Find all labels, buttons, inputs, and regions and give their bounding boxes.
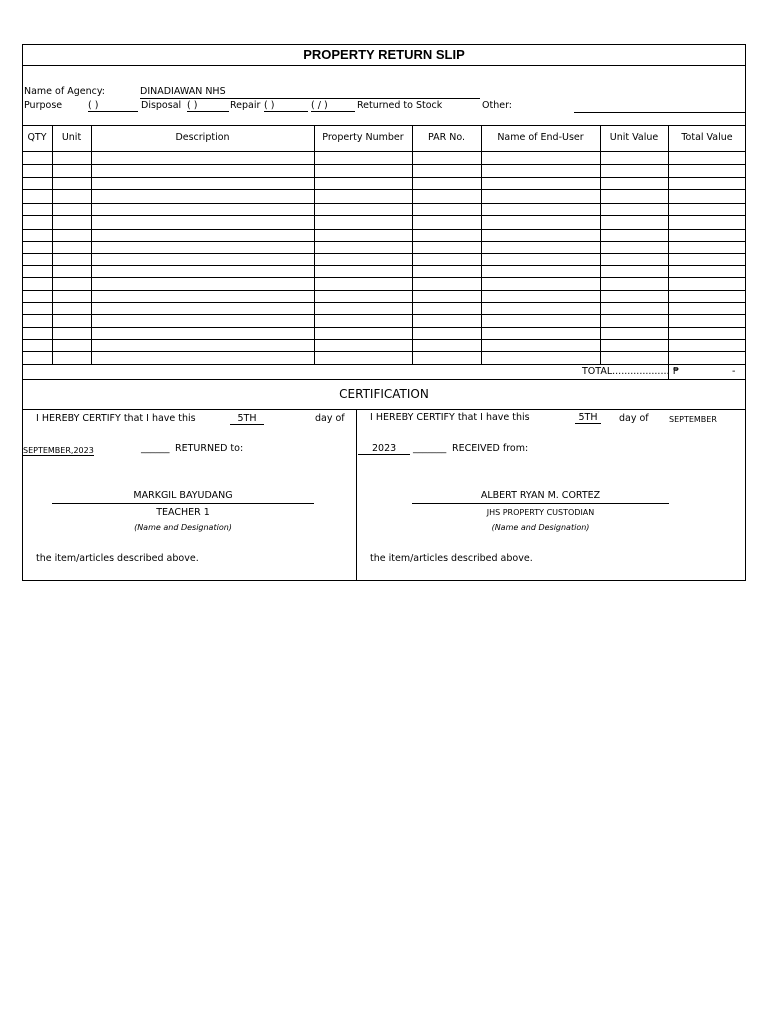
left-blank: ______ (141, 443, 170, 454)
right-certify-text: I HEREBY CERTIFY that I have this (370, 412, 530, 423)
header-property-number: Property Number (322, 132, 404, 143)
table-row-line (22, 151, 746, 152)
currency-symbol: ₱ (673, 366, 680, 377)
right-received-from: RECEIVED from: (452, 443, 529, 454)
right-year: 2023 (358, 443, 410, 455)
certification-divider (22, 409, 746, 410)
left-signature-line (52, 503, 314, 504)
table-row-line (22, 164, 746, 165)
header-unit: Unit (61, 132, 82, 143)
header-unit-value: Unit Value (609, 132, 659, 143)
table-row-line (22, 314, 746, 315)
left-day: 5TH (230, 413, 264, 425)
certification-center-divider (356, 409, 357, 581)
certification-heading: CERTIFICATION (339, 387, 429, 401)
left-day-of: day of (315, 413, 345, 424)
table-top-border (22, 125, 746, 126)
agency-value: DINADIAWAN NHS (140, 86, 480, 99)
table-row-line (22, 302, 746, 303)
left-name-note: (Name and Designation) (134, 523, 232, 532)
table-row-line (22, 177, 746, 178)
table-column-line (412, 125, 413, 364)
table-row-line (22, 290, 746, 291)
table-row-line (22, 253, 746, 254)
returned-mark: ( / ) (311, 100, 355, 112)
right-designation: JHS PROPERTY CUSTODIAN (486, 508, 595, 517)
table-row-line (22, 215, 746, 216)
header-end-user: Name of End-User (497, 132, 584, 143)
left-certify-text: I HEREBY CERTIFY that I have this (36, 413, 196, 424)
header-total-value: Total Value (681, 132, 733, 143)
table-row-line (22, 339, 746, 340)
right-signatory-name: ALBERT RYAN M. CORTEZ (480, 490, 601, 501)
right-signature-line (412, 503, 669, 504)
left-returned-to: RETURNED to: (175, 443, 244, 454)
table-row-line (22, 265, 746, 266)
disposal-mark: ( ) (187, 100, 229, 112)
returned-label: Returned to Stock (357, 100, 443, 111)
total-bottom-border (22, 379, 746, 380)
left-signatory-name: MARKGIL BAYUDANG (133, 490, 233, 501)
left-designation: TEACHER 1 (156, 507, 210, 518)
left-month-year: SEPTEMBER,2023 (23, 446, 94, 455)
table-row-line (22, 189, 746, 190)
agency-label: Name of Agency: (24, 86, 105, 97)
table-row-line (22, 203, 746, 204)
disposal-label: Disposal (141, 100, 182, 111)
right-footer: the item/articles described above. (370, 553, 533, 564)
left-footer: the item/articles described above. (36, 553, 199, 564)
other-blank-line (574, 112, 746, 113)
title-divider (22, 65, 746, 66)
right-blank: _______ (413, 443, 447, 454)
table-column-line (314, 125, 315, 364)
right-month: SEPTEMBER (669, 415, 717, 424)
table-row-line (22, 364, 746, 365)
purpose-blank-mark: ( ) (88, 100, 138, 112)
table-column-line (52, 125, 53, 364)
header-qty: QTY (27, 132, 47, 143)
right-day: 5TH (575, 412, 601, 424)
header-par-no: PAR No. (427, 132, 465, 143)
repair-mark: ( ) (264, 100, 308, 112)
table-row-line (22, 277, 746, 278)
table-column-line (481, 125, 482, 364)
repair-label: Repair (230, 100, 261, 111)
purpose-label: Purpose (24, 100, 63, 111)
table-row-line (22, 229, 746, 230)
table-column-line (91, 125, 92, 364)
table-row-line (22, 241, 746, 242)
total-label: TOTAL................... (582, 366, 670, 377)
table-row-line (22, 327, 746, 328)
right-year-box-edge (356, 441, 357, 457)
header-description: Description (175, 132, 230, 143)
total-value: - (732, 366, 736, 377)
table-column-line (668, 125, 669, 379)
form-title: PROPERTY RETURN SLIP (303, 47, 465, 62)
other-label: Other: (482, 100, 513, 111)
table-row-line (22, 351, 746, 352)
right-name-note: (Name and Designation) (491, 523, 590, 532)
right-day-of: day of (619, 413, 649, 424)
table-column-line (600, 125, 601, 364)
